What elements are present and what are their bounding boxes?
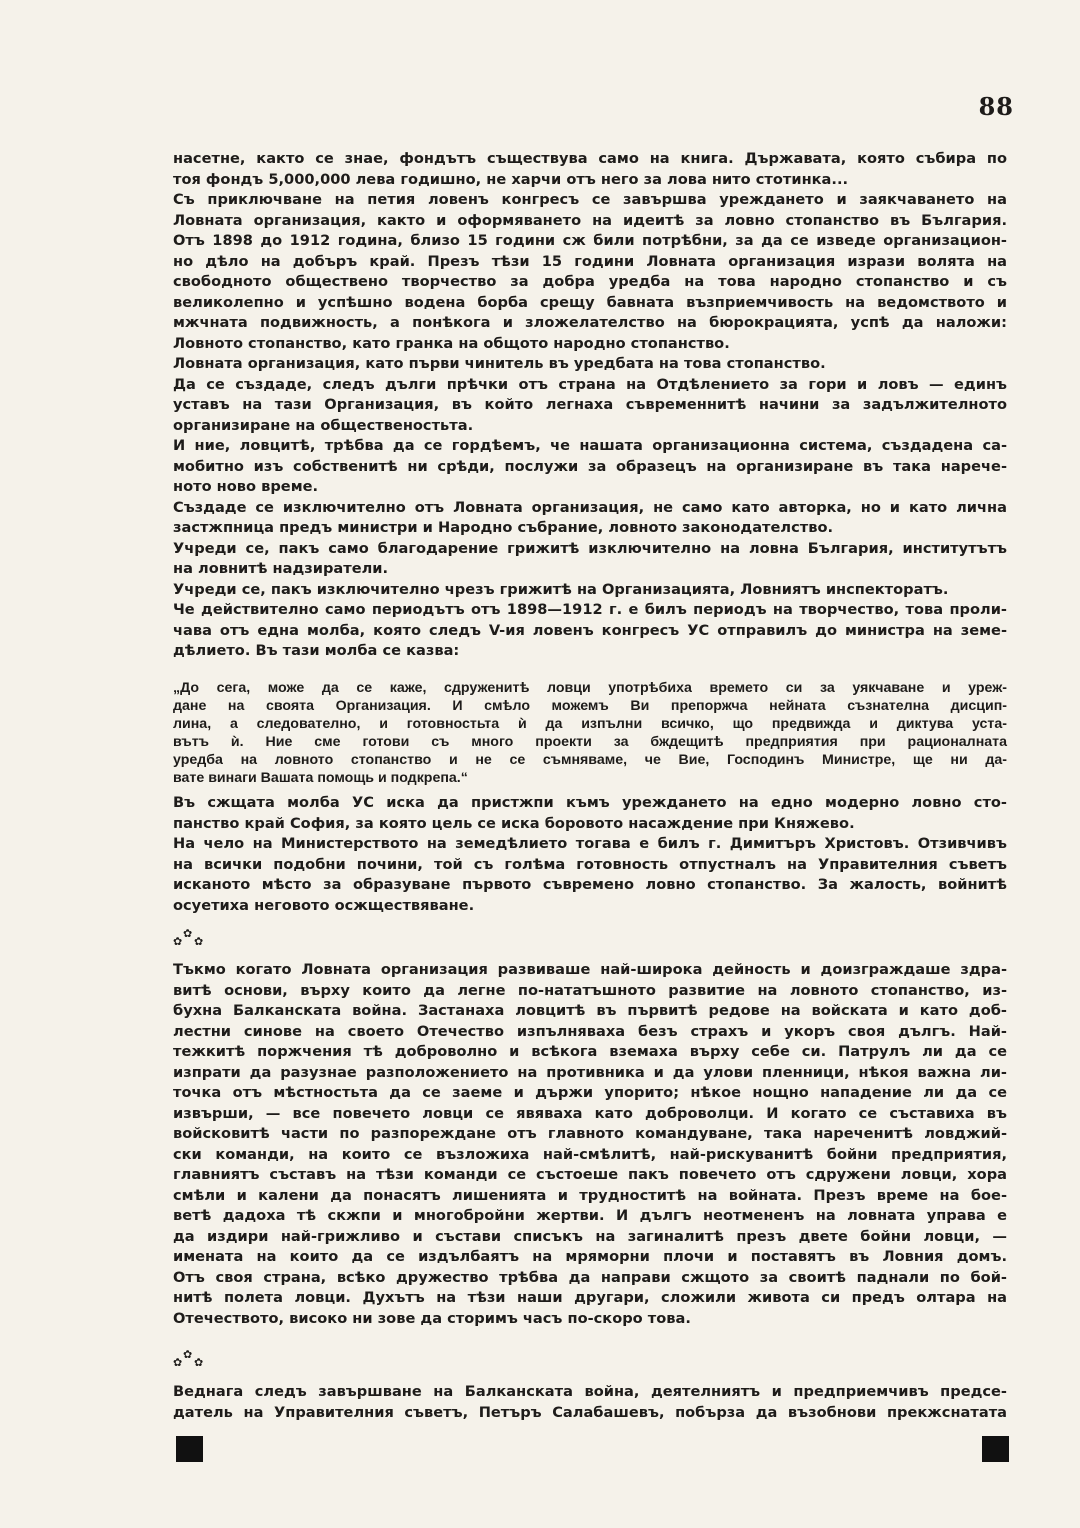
text-line: ски команди, на които се възложиха най-смѣлитѣ, най-рискуванитѣ бойни предприятия, — [173, 1145, 1007, 1163]
text-line: Отъ своя страна, всѣко дружество трѣбва да направи сжщото за своитѣ паднали по бой- — [173, 1268, 1007, 1286]
text-line: На чело на Министерството на земедѣлието тогава е билъ г. Димитъръ Христовъ. Отзивчивъ — [173, 835, 1007, 852]
quote-line: вате винаги Вашата помощь и подкрепа.“ — [173, 770, 468, 787]
text-line: Учреди се, пакъ изключително чрезъ грижитѣ на Организацията, Ловниятъ инспекторатъ. — [173, 580, 949, 598]
text-line: извърши, — все повечето ловци се явяваха като доброволци. И когато се съставиха въ — [173, 1104, 1007, 1122]
registration-mark-left — [176, 1436, 203, 1462]
text-line: великолепно и успѣшно водена борба срещу бавната възприемчивость на ведомството и — [173, 293, 1007, 311]
text-line: на ловнитѣ надзиратели. — [173, 560, 389, 577]
text-line: смѣли и калени да понасятъ лишенията и трудноститѣ на войната. Презъ време на бое- — [173, 1186, 1007, 1204]
text-section-after-war — [173, 1382, 1007, 1423]
text-line: Отъ 1898 до 1912 година, близо 15 години сж били потрѣбни, за да се изведе организацион- — [173, 232, 1007, 249]
text-section-middle — [173, 793, 1007, 916]
paragraph — [173, 498, 1007, 539]
text-line: Ловната организация, като първи чинитель въ уредбата на това стопанство. — [173, 355, 826, 372]
text-line: Отечеството, високо ни зове да сторимъ часъ по-скоро това. — [173, 1309, 691, 1327]
text-line: осуетиха неговото осжществяване. — [173, 896, 475, 914]
text-line: бухна Балканската война. Застанаха ловцитѣ въ първитѣ редове на войската и като доб- — [173, 1002, 1007, 1019]
text-line: чава отъ една молба, която следъ V-ия ловенъ конгресъ УС отправилъ до министра на земе- — [173, 621, 1007, 639]
text-section-war — [173, 960, 1007, 1329]
paragraph — [173, 600, 1007, 662]
text-line: И ние, ловцитѣ, трѣбва да се гордѣемъ, че нашата организационна система, създадена са- — [173, 437, 1007, 454]
text-line: датель на Управителния съветъ, Петъръ Салабашевъ, побърза да възобнови прекжснатата — [173, 1403, 1007, 1421]
text-line: ветѣ дадоха тѣ скжпи и многобройни жертви. И дългъ неотмененъ на ловната управа е — [173, 1207, 1007, 1224]
flower-ornament-icon: ✿ ✿ ✿ — [173, 1348, 204, 1369]
text-line: Учреди се, пакъ само благодарение грижитѣ изключително на ловна България, институтътъ — [173, 539, 1007, 557]
text-line: организиране на общественостьта. — [173, 416, 474, 434]
registration-mark-right — [982, 1436, 1009, 1462]
paragraph — [173, 375, 1007, 437]
paragraph — [173, 354, 1007, 375]
paragraph — [173, 190, 1007, 354]
text-line: Че действително само периодътъ отъ 1898—1912 г. е билъ периодъ на творчество, това проли- — [173, 601, 1007, 618]
text-line: мобитно изъ собственитѣ ни срѣди, послужи за образецъ на организиране въ така нарече- — [173, 457, 1007, 475]
text-line: изпрати да разузнае разположението на противника и да улови пленници, нѣкоя важна ли- — [173, 1063, 1007, 1081]
quote-line: „До сега, може да се каже, сдруженитѣ ловци употрѣбиха времето си за уякчаване и уреж- — [173, 680, 1007, 696]
text-line: на всички подобни почини, той съ голѣма готовность отпустналъ на Управителния съветъ — [173, 855, 1007, 873]
text-line: главниятъ съставъ на тѣзи команди се състоеше пакъ повечето отъ сдружени ловци, хора — [173, 1166, 1007, 1183]
text-line: мжчната подвижность, а понѣкога и зложелателство на бюрокрацията, успѣ да наложи: — [173, 314, 1007, 331]
text-line: тоя фондъ 5,000,000 лева годишно, не харчи отъ него за лова нито стотинка... — [173, 170, 849, 188]
text-line: панство край София, за която цель се иска боровото насаждение при Княжево. — [173, 814, 855, 832]
text-line: витѣ основи, върху които да легне по-нататъшното развитие на ловното стопанство, из- — [173, 981, 1007, 999]
text-line: нитѣ полета ловци. Духътъ на тѣзи наши другари, сложили живота си предъ олтара на — [173, 1289, 1007, 1306]
text-line: насетне, както се знае, фондътъ съществува само на книга. Държавата, която събира по — [173, 150, 1007, 167]
paragraph — [173, 793, 1007, 834]
text-line: войсковитѣ части по разпореждане отъ главното командуване, така нареченитѣ ловджий- — [173, 1125, 1007, 1142]
paragraph — [173, 539, 1007, 580]
text-line: точка отъ мѣстностьта да се заеме и държи упорито; нѣкое нощно нападение ли да се — [173, 1084, 1007, 1101]
text-line: Ловната организация, както и оформяването на идеитѣ за ловно стопанство въ България. — [173, 211, 1007, 229]
page-number: 88 — [978, 92, 1014, 121]
text-section-top — [173, 149, 1007, 662]
paragraph — [173, 149, 1007, 190]
flower-ornament-icon: ✿ ✿ ✿ — [173, 927, 204, 948]
text-line: исканото мѣсто за образуване първото съвремено ловно стопанство. За жалость, войнитѣ — [173, 876, 1007, 893]
text-line: уставъ на тази Организация, въ който легнаха съвременнитѣ начини за задължителното — [173, 396, 1007, 413]
quote-line: дане на своята Организация. И смѣло можемъ Ви препоржча нейната съзнателна дисцип- — [173, 698, 1007, 715]
text-line: Въ сжщата молба УС иска да пристжпи къмъ уреждането на едно модерно ловно сто- — [173, 794, 1007, 811]
text-line: лестни синове на своето Отечество изпълняваха безъ страхъ и укоръ своя дългъ. Най- — [173, 1022, 1007, 1040]
text-line: Тъкмо когато Ловната организация развиваше най-широка дейность и доизграждаше здра- — [173, 961, 1007, 978]
paragraph — [173, 580, 1007, 601]
quote-line: лина, а следователно, и готовностьта ѝ да изпълни всичко, що предвижда и диктува уста- — [173, 716, 1007, 733]
text-line: Ловното стопанство, като гранка на общото народно стопанство. — [173, 334, 730, 352]
text-line: Веднага следъ завършване на Балканската война, деятелниятъ и предприемчивъ предсе- — [173, 1383, 1007, 1400]
text-line: застжпница предъ министри и Народно събрание, ловното законодателство. — [173, 519, 834, 536]
paragraph — [173, 834, 1007, 916]
text-line: Съ приключване на петия ловенъ конгресъ се завършва уреждането и заякчаването на — [173, 191, 1007, 208]
text-line: тежкитѣ поржчения тѣ доброволно и всѣкога вземаха върху себе си. Патрулъ ли да се — [173, 1043, 1007, 1060]
text-line: дѣлието. Въ тази молба се казва: — [173, 642, 460, 659]
text-line: Да се създаде, следъ дълги прѣчки отъ страна на Отдѣлението за гори и ловъ — единъ — [173, 375, 1007, 393]
text-line: да издири най-грижливо и състави списъкъ на загиналитѣ презъ двете бойни ловци, — — [173, 1227, 1007, 1245]
text-line: ното ново време. — [173, 478, 319, 495]
quote-line: вътъ ѝ. Ние сме готови съ много проекти за бждещитѣ предприятия при рационалната — [173, 734, 1007, 751]
text-line: Създаде се изключително отъ Ловната организация, не само като авторка, но и като лична — [173, 498, 1007, 516]
text-line: свободното обществено творчество за добра уредба на това народно стопанство и съ — [173, 273, 1007, 290]
paragraph — [173, 436, 1007, 498]
quote-line: уредба на ловното стопанство и не се съмняваме, че Вие, Господинъ Министре, ще ни да- — [173, 752, 1007, 769]
quoted-petition — [173, 679, 1007, 788]
text-line: имената на които да се издълбаятъ на мряморни плочи и поставятъ въ Ловния домъ. — [173, 1248, 1007, 1265]
text-line: но дѣло на добъръ край. Презъ тѣзи 15 години Ловната организация изрази волята на — [173, 252, 1007, 270]
